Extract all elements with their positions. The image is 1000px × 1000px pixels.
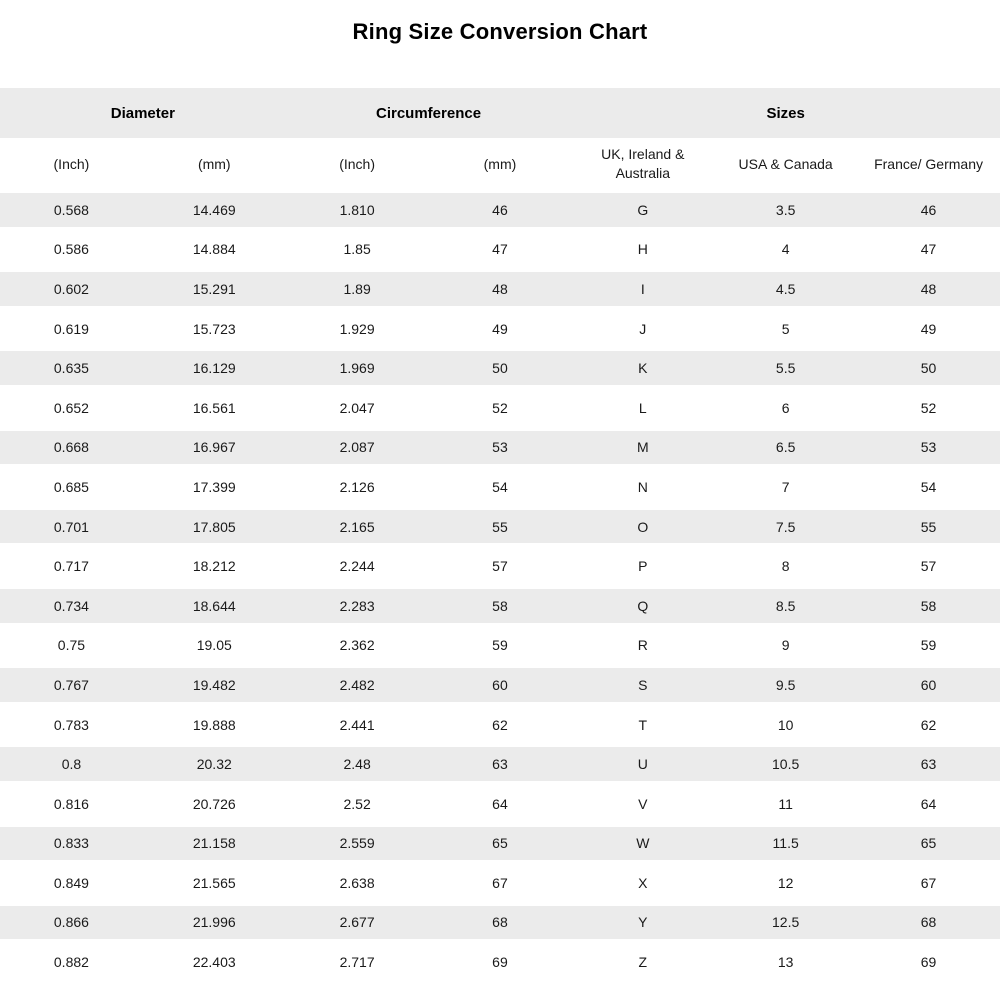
cell-size-usa-canada: 7: [714, 467, 857, 507]
col-header-usa-canada: USA & Canada: [714, 138, 857, 190]
cell-size-uk-ireland-australia: K: [571, 348, 714, 388]
table-row: [0, 586, 1000, 626]
cell-size-uk-ireland-australia: X: [571, 863, 714, 903]
cell-circumference-inch: 1.85: [286, 230, 429, 270]
cell-size-usa-canada: 11: [714, 784, 857, 824]
cell-circumference-inch: 2.047: [286, 388, 429, 428]
cell-circumference-inch: 2.165: [286, 507, 429, 547]
cell-size-uk-ireland-australia: Z: [571, 942, 714, 982]
cell-diameter-mm: 16.561: [143, 388, 286, 428]
table-row: [0, 626, 1000, 666]
cell-circumference-mm: 59: [429, 626, 572, 666]
table-row: [0, 507, 1000, 547]
cell-diameter-inch: 0.652: [0, 388, 143, 428]
cell-diameter-inch: 0.586: [0, 230, 143, 270]
cell-size-usa-canada: 6.5: [714, 428, 857, 468]
cell-size-france-germany: 69: [857, 942, 1000, 982]
cell-circumference-inch: 2.717: [286, 942, 429, 982]
cell-size-usa-canada: 5.5: [714, 348, 857, 388]
cell-size-usa-canada: 12: [714, 863, 857, 903]
cell-size-usa-canada: 5: [714, 309, 857, 349]
cell-circumference-mm: 48: [429, 269, 572, 309]
table-row: [0, 744, 1000, 784]
cell-size-uk-ireland-australia: P: [571, 546, 714, 586]
cell-diameter-mm: 20.32: [143, 744, 286, 784]
cell-diameter-inch: 0.816: [0, 784, 143, 824]
cell-diameter-mm: 15.723: [143, 309, 286, 349]
column-header-row: [0, 138, 1000, 190]
cell-size-usa-canada: 4: [714, 230, 857, 270]
cell-circumference-inch: 1.810: [286, 190, 429, 230]
cell-circumference-mm: 54: [429, 467, 572, 507]
cell-size-usa-canada: 7.5: [714, 507, 857, 547]
cell-size-uk-ireland-australia: S: [571, 665, 714, 705]
table-row: [0, 665, 1000, 705]
col-header-france-germany: France/ Germany: [857, 138, 1000, 190]
cell-diameter-inch: 0.602: [0, 269, 143, 309]
cell-diameter-mm: 21.158: [143, 824, 286, 864]
table-row: [0, 190, 1000, 230]
cell-size-france-germany: 64: [857, 784, 1000, 824]
cell-diameter-inch: 0.882: [0, 942, 143, 982]
cell-size-france-germany: 50: [857, 348, 1000, 388]
cell-size-uk-ireland-australia: Y: [571, 903, 714, 943]
cell-size-france-germany: 57: [857, 546, 1000, 586]
cell-circumference-mm: 64: [429, 784, 572, 824]
cell-size-france-germany: 47: [857, 230, 1000, 270]
table-row: [0, 348, 1000, 388]
page-title: Ring Size Conversion Chart: [352, 19, 648, 44]
cell-size-uk-ireland-australia: U: [571, 744, 714, 784]
cell-circumference-inch: 2.441: [286, 705, 429, 745]
cell-size-usa-canada: 10: [714, 705, 857, 745]
cell-size-france-germany: 53: [857, 428, 1000, 468]
cell-size-uk-ireland-australia: O: [571, 507, 714, 547]
col-header-circumference-inch: (Inch): [286, 138, 429, 190]
cell-size-france-germany: 54: [857, 467, 1000, 507]
cell-diameter-inch: 0.668: [0, 428, 143, 468]
cell-size-uk-ireland-australia: G: [571, 190, 714, 230]
cell-diameter-mm: 17.399: [143, 467, 286, 507]
col-header-uk-ireland-australia: UK, Ireland & Australia: [571, 138, 714, 190]
cell-size-france-germany: 58: [857, 586, 1000, 626]
cell-size-usa-canada: 3.5: [714, 190, 857, 230]
cell-diameter-mm: 20.726: [143, 784, 286, 824]
cell-circumference-inch: 1.969: [286, 348, 429, 388]
cell-circumference-inch: 2.559: [286, 824, 429, 864]
cell-size-usa-canada: 12.5: [714, 903, 857, 943]
cell-size-france-germany: 52: [857, 388, 1000, 428]
cell-diameter-inch: 0.8: [0, 744, 143, 784]
cell-size-uk-ireland-australia: V: [571, 784, 714, 824]
group-header-sizes: Sizes: [571, 88, 1000, 138]
cell-circumference-mm: 55: [429, 507, 572, 547]
cell-size-uk-ireland-australia: W: [571, 824, 714, 864]
cell-circumference-mm: 68: [429, 903, 572, 943]
cell-size-france-germany: 68: [857, 903, 1000, 943]
cell-diameter-mm: 15.291: [143, 269, 286, 309]
cell-circumference-inch: 2.244: [286, 546, 429, 586]
cell-size-france-germany: 62: [857, 705, 1000, 745]
cell-circumference-mm: 57: [429, 546, 572, 586]
cell-circumference-mm: 47: [429, 230, 572, 270]
table-body: [0, 190, 1000, 982]
cell-diameter-mm: 14.884: [143, 230, 286, 270]
cell-circumference-inch: 2.638: [286, 863, 429, 903]
cell-circumference-mm: 53: [429, 428, 572, 468]
cell-size-france-germany: 49: [857, 309, 1000, 349]
cell-circumference-mm: 67: [429, 863, 572, 903]
cell-size-usa-canada: 11.5: [714, 824, 857, 864]
cell-circumference-mm: 58: [429, 586, 572, 626]
cell-size-uk-ireland-australia: N: [571, 467, 714, 507]
cell-circumference-mm: 65: [429, 824, 572, 864]
cell-size-usa-canada: 10.5: [714, 744, 857, 784]
group-header-circumference: Circumference: [286, 88, 572, 138]
cell-circumference-mm: 69: [429, 942, 572, 982]
cell-size-france-germany: 65: [857, 824, 1000, 864]
cell-diameter-mm: 18.644: [143, 586, 286, 626]
col-header-diameter-mm: (mm): [143, 138, 286, 190]
cell-size-usa-canada: 6: [714, 388, 857, 428]
cell-size-france-germany: 48: [857, 269, 1000, 309]
table-row: [0, 269, 1000, 309]
cell-diameter-mm: 14.469: [143, 190, 286, 230]
table-row: [0, 467, 1000, 507]
cell-size-france-germany: 46: [857, 190, 1000, 230]
table-row: [0, 546, 1000, 586]
cell-diameter-mm: 16.129: [143, 348, 286, 388]
cell-circumference-inch: 2.283: [286, 586, 429, 626]
cell-diameter-inch: 0.701: [0, 507, 143, 547]
cell-size-usa-canada: 9.5: [714, 665, 857, 705]
cell-circumference-inch: 2.52: [286, 784, 429, 824]
cell-diameter-inch: 0.568: [0, 190, 143, 230]
cell-circumference-inch: 1.929: [286, 309, 429, 349]
table-row: [0, 705, 1000, 745]
table-row: [0, 942, 1000, 982]
cell-size-france-germany: 59: [857, 626, 1000, 666]
cell-diameter-inch: 0.849: [0, 863, 143, 903]
cell-diameter-inch: 0.685: [0, 467, 143, 507]
table-row: [0, 784, 1000, 824]
cell-diameter-inch: 0.734: [0, 586, 143, 626]
table-row: [0, 903, 1000, 943]
cell-diameter-mm: 19.482: [143, 665, 286, 705]
cell-circumference-inch: 2.48: [286, 744, 429, 784]
cell-circumference-mm: 60: [429, 665, 572, 705]
cell-size-usa-canada: 9: [714, 626, 857, 666]
cell-diameter-mm: 17.805: [143, 507, 286, 547]
col-header-diameter-inch: (Inch): [0, 138, 143, 190]
table-row: [0, 388, 1000, 428]
table-row: [0, 824, 1000, 864]
cell-size-usa-canada: 4.5: [714, 269, 857, 309]
cell-circumference-inch: 2.677: [286, 903, 429, 943]
table-row: [0, 230, 1000, 270]
table-row: [0, 863, 1000, 903]
table-header: [0, 88, 1000, 190]
group-header-diameter: Diameter: [0, 88, 286, 138]
cell-diameter-inch: 0.619: [0, 309, 143, 349]
cell-diameter-mm: 21.996: [143, 903, 286, 943]
cell-diameter-mm: 22.403: [143, 942, 286, 982]
ring-size-conversion-table: [0, 88, 1000, 982]
cell-size-uk-ireland-australia: J: [571, 309, 714, 349]
cell-diameter-mm: 19.888: [143, 705, 286, 745]
cell-size-uk-ireland-australia: T: [571, 705, 714, 745]
cell-circumference-mm: 50: [429, 348, 572, 388]
cell-diameter-inch: 0.635: [0, 348, 143, 388]
cell-size-uk-ireland-australia: Q: [571, 586, 714, 626]
cell-circumference-mm: 49: [429, 309, 572, 349]
cell-circumference-inch: 2.482: [286, 665, 429, 705]
col-header-circumference-mm: (mm): [429, 138, 572, 190]
table-row: [0, 428, 1000, 468]
cell-size-uk-ireland-australia: R: [571, 626, 714, 666]
cell-circumference-inch: 2.126: [286, 467, 429, 507]
cell-circumference-mm: 63: [429, 744, 572, 784]
cell-size-france-germany: 67: [857, 863, 1000, 903]
cell-diameter-inch: 0.717: [0, 546, 143, 586]
cell-circumference-mm: 52: [429, 388, 572, 428]
cell-size-france-germany: 60: [857, 665, 1000, 705]
cell-circumference-inch: 2.087: [286, 428, 429, 468]
cell-circumference-mm: 62: [429, 705, 572, 745]
cell-size-uk-ireland-australia: M: [571, 428, 714, 468]
cell-size-france-germany: 63: [857, 744, 1000, 784]
cell-size-uk-ireland-australia: H: [571, 230, 714, 270]
cell-size-uk-ireland-australia: I: [571, 269, 714, 309]
cell-diameter-inch: 0.767: [0, 665, 143, 705]
cell-diameter-mm: 16.967: [143, 428, 286, 468]
cell-diameter-mm: 19.05: [143, 626, 286, 666]
cell-diameter-inch: 0.75: [0, 626, 143, 666]
cell-size-usa-canada: 8.5: [714, 586, 857, 626]
cell-size-uk-ireland-australia: L: [571, 388, 714, 428]
title-area: [0, 0, 1000, 88]
cell-diameter-mm: 18.212: [143, 546, 286, 586]
table-row: [0, 309, 1000, 349]
cell-size-usa-canada: 8: [714, 546, 857, 586]
cell-diameter-mm: 21.565: [143, 863, 286, 903]
cell-diameter-inch: 0.783: [0, 705, 143, 745]
group-header-row: [0, 88, 1000, 138]
cell-circumference-inch: 2.362: [286, 626, 429, 666]
cell-circumference-mm: 46: [429, 190, 572, 230]
cell-diameter-inch: 0.833: [0, 824, 143, 864]
cell-diameter-inch: 0.866: [0, 903, 143, 943]
cell-circumference-inch: 1.89: [286, 269, 429, 309]
cell-size-usa-canada: 13: [714, 942, 857, 982]
cell-size-france-germany: 55: [857, 507, 1000, 547]
